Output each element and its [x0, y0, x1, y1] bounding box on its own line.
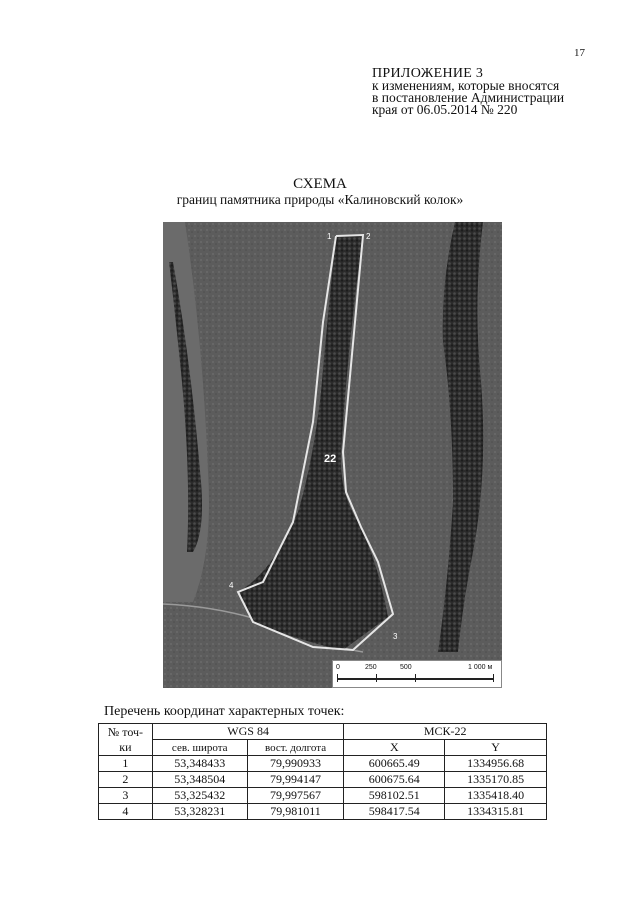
table-row: [99, 804, 547, 820]
header-latitude: сев. широта: [152, 740, 247, 756]
header-y: Y: [445, 740, 547, 756]
table-row: [99, 756, 547, 772]
cell-x: 600675.64: [344, 772, 445, 788]
appendix-line: в постановление Администрации: [372, 90, 565, 105]
scale-tick: [337, 674, 338, 682]
cell-num: 2: [99, 772, 153, 788]
appendix-line: к изменениям, которые вносятся: [372, 78, 560, 93]
scheme-subtitle: границ памятника природы «Калиновский колок»: [176, 192, 464, 207]
point-label: 1: [327, 232, 332, 241]
cell-x: 598102.51: [344, 788, 445, 804]
table-row: [99, 772, 547, 788]
scale-bar: [332, 660, 502, 688]
scale-label: 0: [336, 664, 340, 671]
scale-tick: [415, 674, 416, 682]
appendix-line: края от 06.05.2014 № 220: [372, 102, 518, 117]
table-subheader-row: [99, 740, 547, 756]
cell-y: 1334315.81: [445, 804, 547, 820]
header-longitude: вост. долгота: [247, 740, 344, 756]
cell-x: 600665.49: [344, 756, 445, 772]
cell-num: 4: [99, 804, 153, 820]
point-label: 3: [393, 632, 398, 641]
point-label: 2: [366, 232, 371, 241]
cell-y: 1334956.68: [445, 756, 547, 772]
scale-label: 500: [400, 664, 412, 671]
appendix-title: ПРИЛОЖЕНИЕ 3: [372, 66, 484, 81]
page-number: 17: [574, 47, 585, 59]
cell-y: 1335170.85: [445, 772, 547, 788]
scheme-title: СХЕМА: [293, 176, 347, 192]
area-label: 22: [324, 453, 337, 465]
map-image: [163, 222, 502, 688]
coordinates-caption: Перечень координат характерных точек:: [104, 704, 345, 719]
header-wgs84: WGS 84: [152, 724, 344, 740]
satellite-map: [163, 222, 502, 688]
cell-lat: 53,348504: [152, 772, 247, 788]
table-row: [99, 788, 547, 804]
scale-label: 250: [365, 664, 377, 671]
scale-tick: [493, 674, 494, 682]
cell-lat: 53,325432: [152, 788, 247, 804]
cell-lon: 79,994147: [247, 772, 344, 788]
cell-y: 1335418.40: [445, 788, 547, 804]
cell-num: 1: [99, 756, 153, 772]
header-msk22: МСК-22: [344, 724, 547, 740]
coordinates-table: [98, 723, 547, 820]
cell-lon: 79,990933: [247, 756, 344, 772]
cell-lon: 79,981011: [247, 804, 344, 820]
cell-lon: 79,997567: [247, 788, 344, 804]
header-x: X: [344, 740, 445, 756]
cell-lat: 53,328231: [152, 804, 247, 820]
table-header-row: [99, 724, 547, 740]
appendix-header: [372, 68, 564, 116]
header-point-number: № точ-ки: [99, 724, 153, 756]
cell-num: 3: [99, 788, 153, 804]
scale-label: 1 000 м: [468, 664, 493, 671]
cell-lat: 53,348433: [152, 756, 247, 772]
point-label: 4: [229, 581, 234, 590]
cell-x: 598417.54: [344, 804, 445, 820]
scale-tick: [376, 674, 377, 682]
